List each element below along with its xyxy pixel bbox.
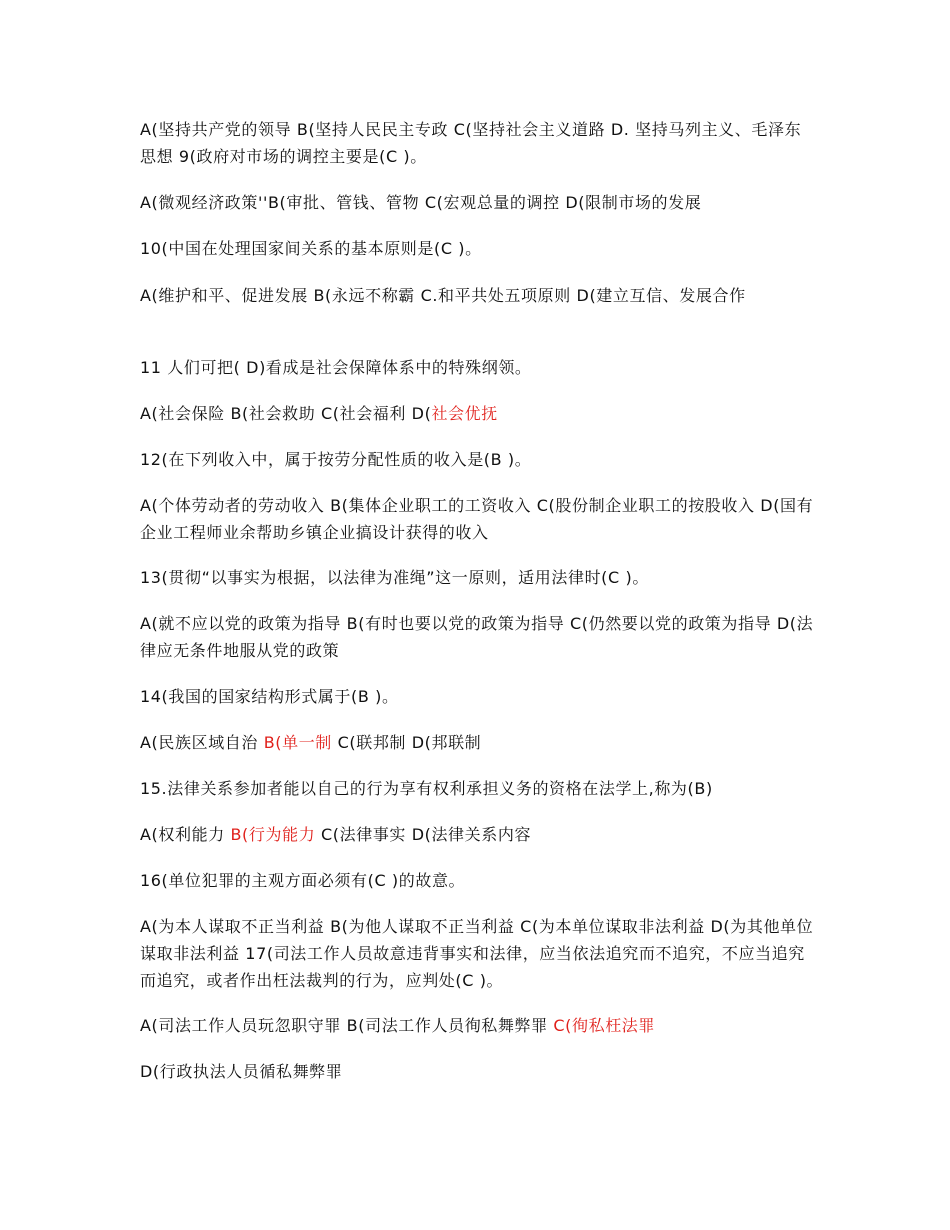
text-segment: A(权利能力 [140, 825, 231, 844]
paragraph-q16-options-q17 [140, 913, 815, 994]
answer-highlight: B(行为能力 [230, 825, 316, 844]
text-segment: A(微观经济政策''B(审批、管钱、管物 C(宏观总量的调控 D(限制市场的发展 [140, 193, 702, 212]
text-segment: 13(贯彻“以事实为根据，以法律为准绳”这一原则，适用法律时(C )。 [140, 568, 649, 587]
text-segment: A(就不应以党的政策为指导 B(有时也要以党的政策为指导 C(仍然要以党的政策为指导 D(法律应无条件地服从党的政策 [140, 614, 814, 660]
paragraph-q15 [140, 775, 815, 802]
text-segment: A(为本人谋取不正当利益 B(为他人谋取不正当利益 C(为本单位谋取非法利益 D(为其他单位谋取非法利益 17(司法工作人员故意违背事实和法律，应当依法追究而不追究，不应当追究而追究，或者作出枉法裁判的行为，应判处(C )。 [140, 917, 814, 990]
text-segment: 14(我国的国家结构形式属于(B )。 [140, 687, 399, 706]
paragraph-q10-options [140, 282, 815, 309]
paragraph-q12 [140, 446, 815, 473]
paragraph-q13-options [140, 610, 815, 664]
text-segment: A(维护和平、促进发展 B(永远不称霸 C.和平共处五项原则 D(建立互信、发展合作 [140, 286, 746, 305]
paragraph-q8-options-q9 [140, 116, 815, 170]
text-segment: A(司法工作人员玩忽职守罪 B(司法工作人员徇私舞弊罪 [140, 1016, 554, 1035]
paragraph-q12-options [140, 492, 815, 546]
text-segment: A(民族区域自治 [140, 733, 264, 752]
paragraph-q10 [140, 235, 815, 262]
text-segment: C(联邦制 D(邦联制 [331, 733, 482, 752]
text-segment: 15.法律关系参加者能以自己的行为享有权利承担义务的资格在法学上,称为(B) [140, 779, 713, 798]
text-segment: D(行政执法人员循私舞弊罪 [140, 1062, 343, 1081]
paragraph-q14-options [140, 729, 815, 756]
paragraph-q17-option-d [140, 1058, 815, 1085]
text-segment: A(社会保险 B(社会救助 C(社会福利 D( [140, 404, 432, 423]
answer-highlight: B(单一制 [263, 733, 332, 752]
text-segment: 16(单位犯罪的主观方面必须有(C )的故意。 [140, 871, 466, 890]
paragraph-q15-options [140, 821, 815, 848]
answer-highlight: C(徇私枉法罪 [553, 1016, 656, 1035]
paragraph-q13 [140, 564, 815, 591]
paragraph-q11 [140, 354, 815, 381]
text-segment: A(个体劳动者的劳动收入 B(集体企业职工的工资收入 C(股份制企业职工的按股收入 D(国有企业工程师业余帮助乡镇企业搞设计获得的收入 [140, 496, 814, 542]
text-segment: A(坚持共产党的领导 B(坚持人民民主专政 C(坚持社会主义道路 D. 坚持马列主义、毛泽东思想 9(政府对市场的调控主要是(C )。 [140, 120, 802, 166]
paragraph-q16 [140, 867, 815, 894]
text-segment: 12(在下列收入中，属于按劳分配性质的收入是(B )。 [140, 450, 532, 469]
text-segment: C(法律事实 D(法律关系内容 [315, 825, 532, 844]
paragraph-q11-options [140, 400, 815, 427]
answer-highlight: 社会优抚 [431, 404, 498, 423]
paragraph-q14 [140, 683, 815, 710]
text-segment: 10(中国在处理国家间关系的基本原则是(C )。 [140, 239, 482, 258]
text-segment: 11 人们可把( D)看成是社会保障体系中的特殊纲领。 [140, 358, 532, 377]
paragraph-q9-options [140, 189, 815, 216]
paragraph-q17-options [140, 1012, 815, 1039]
